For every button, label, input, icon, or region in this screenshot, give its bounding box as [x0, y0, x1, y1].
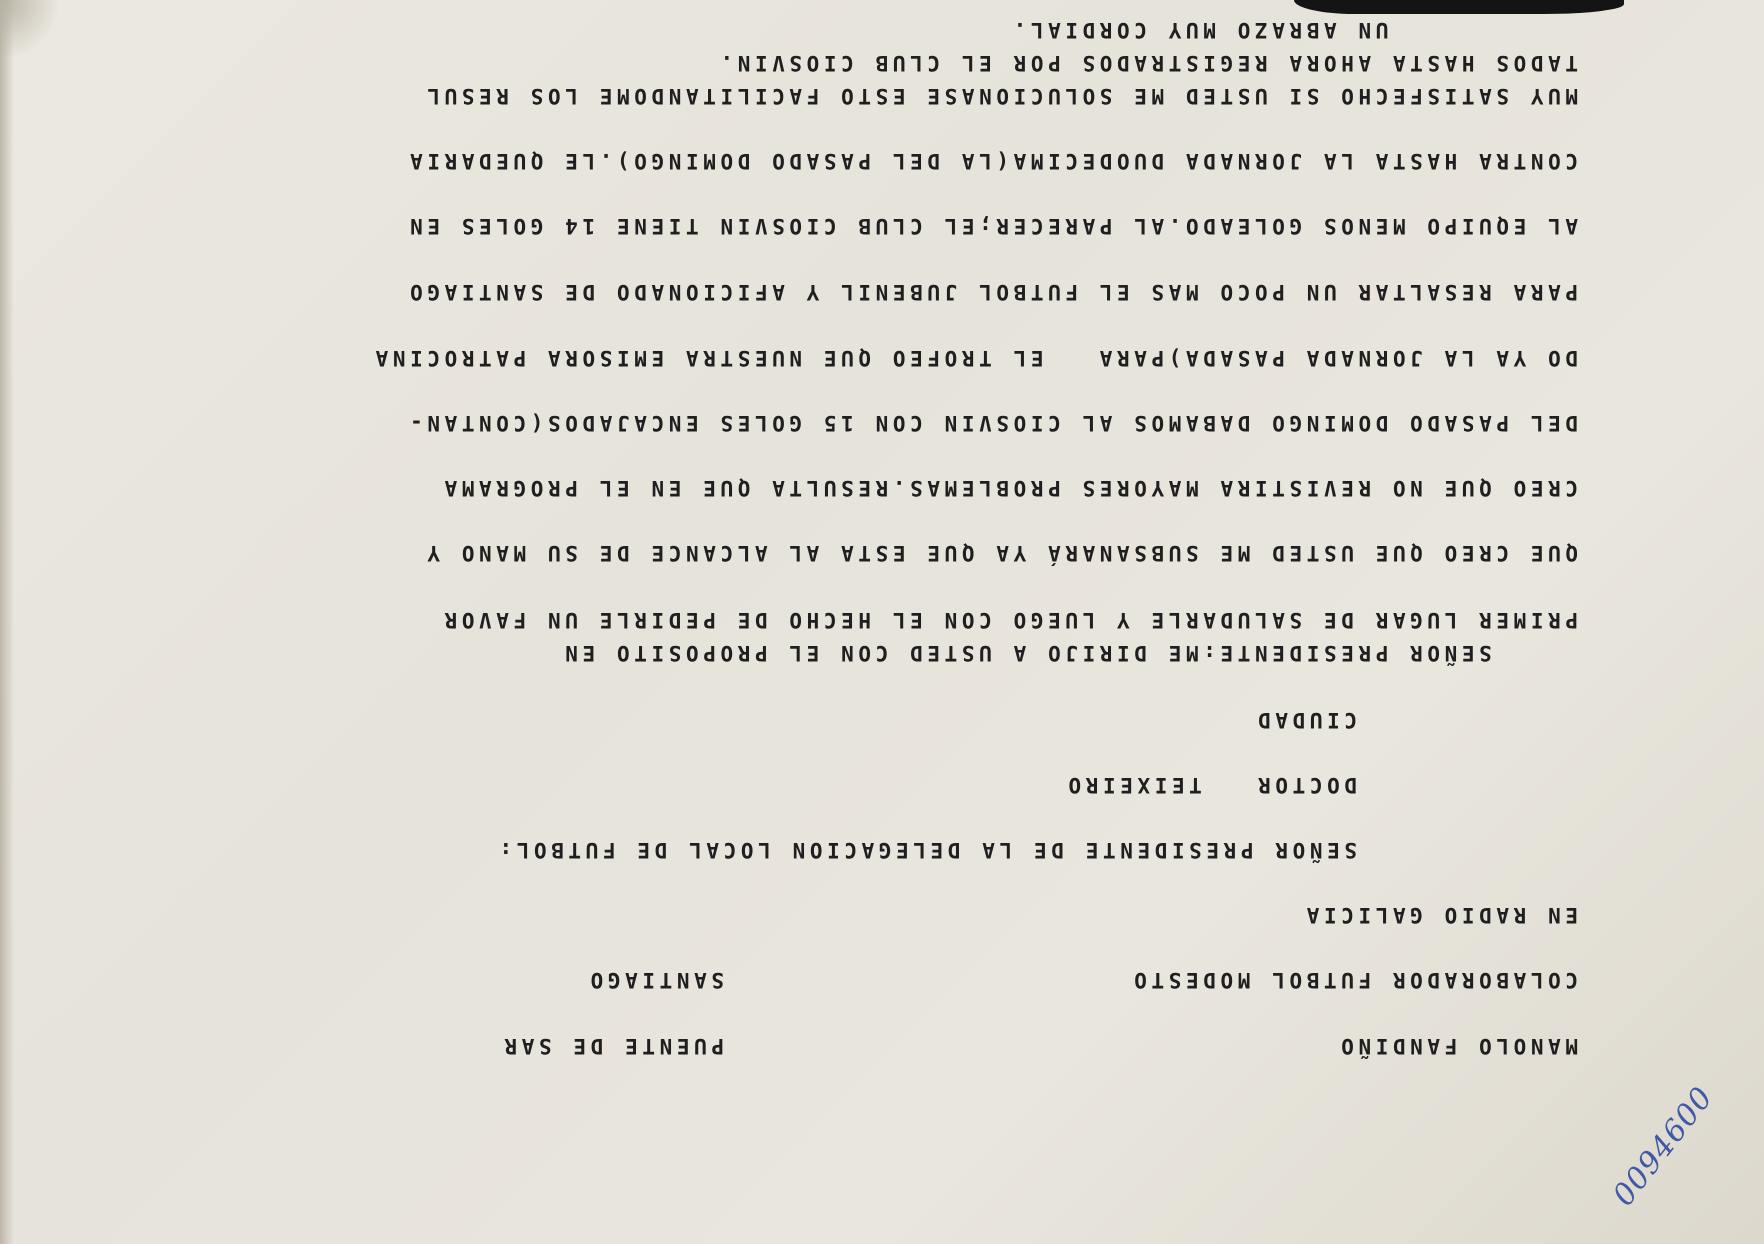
- body-line-5: DEL PASADO DOMINGO DABAMOS AL CIOSVIN CON 15 GOLES ENCAJADOS(CONTAN-: [405, 411, 1578, 435]
- recipient-title: SEÑOR PRESIDENTE DE LA DELEGACION LOCAL DE FUTBOL:: [494, 838, 1357, 862]
- handwritten-archive-number: 0094600: [1606, 1080, 1721, 1213]
- recipient-name: DOCTOR TEIXEIRO: [1063, 773, 1357, 797]
- sender-place: PUENTE DE SAR: [499, 1034, 724, 1058]
- body-line-3: QUE CREO QUE USTED ME SUBSANARÁ YA QUE ESTA AL ALCANCE DE SU MANO Y: [422, 541, 1578, 565]
- body-line-4: CREO QUE NO REVISTIRA MAYORES PROBLEMAS.RESULTA QUE EN EL PROGRAMA: [439, 476, 1578, 500]
- recipient-city: CIUDAD: [1253, 708, 1357, 732]
- body-line-9: CONTRA HASTA LA JORNADA DUODECIMA(LA DEL PASADO DOMINGO).LE QUEDARIA: [405, 149, 1578, 173]
- sender-medium: EN RADIO GALICIA: [1302, 903, 1578, 927]
- sender-role: COLABORADOR FUTBOL MODESTO: [1129, 968, 1578, 992]
- body-line-8: AL EQUIPO MENOS GOLEADO.AL PARECER;EL CLUB CIOSVIN TIENE 14 GOLES EN: [405, 214, 1578, 238]
- body-line-2: PRIMER LUGAR DE SALUDARLE Y LUEGO CON EL HECHO DE PEDIRLE UN FAVOR: [439, 608, 1578, 632]
- sender-city: SANTIAGO: [586, 968, 724, 992]
- closing-line: UN ABRAZO MUY CORDIAL.: [1008, 18, 1578, 42]
- body-line-1: SEÑOR PRESIDENTE:ME DIRIJO A USTED CON EL PROPOSITO EN: [560, 641, 1578, 665]
- body-line-11: TADOS HASTA AHORA REGISTRADOS POR EL CLUB CIOSVIN.: [715, 51, 1578, 75]
- body-line-7: PARA RESALTAR UN POCO MAS EL FUTBOL JUBENIL Y AFICIONADO DE SANTIAGO: [405, 280, 1578, 304]
- body-line-6: DO YA LA JORNADA PASADA)PARA EL TROFEO QUE NUESTRA EMISORA PATROCINA: [370, 346, 1578, 370]
- sender-name: MANOLO FANDIÑO: [1336, 1034, 1578, 1058]
- body-line-10: MUY SATISFECHO SI USTED ME SOLUCIONASE ESTO FACILITANDOME LOS RESUL: [422, 84, 1578, 108]
